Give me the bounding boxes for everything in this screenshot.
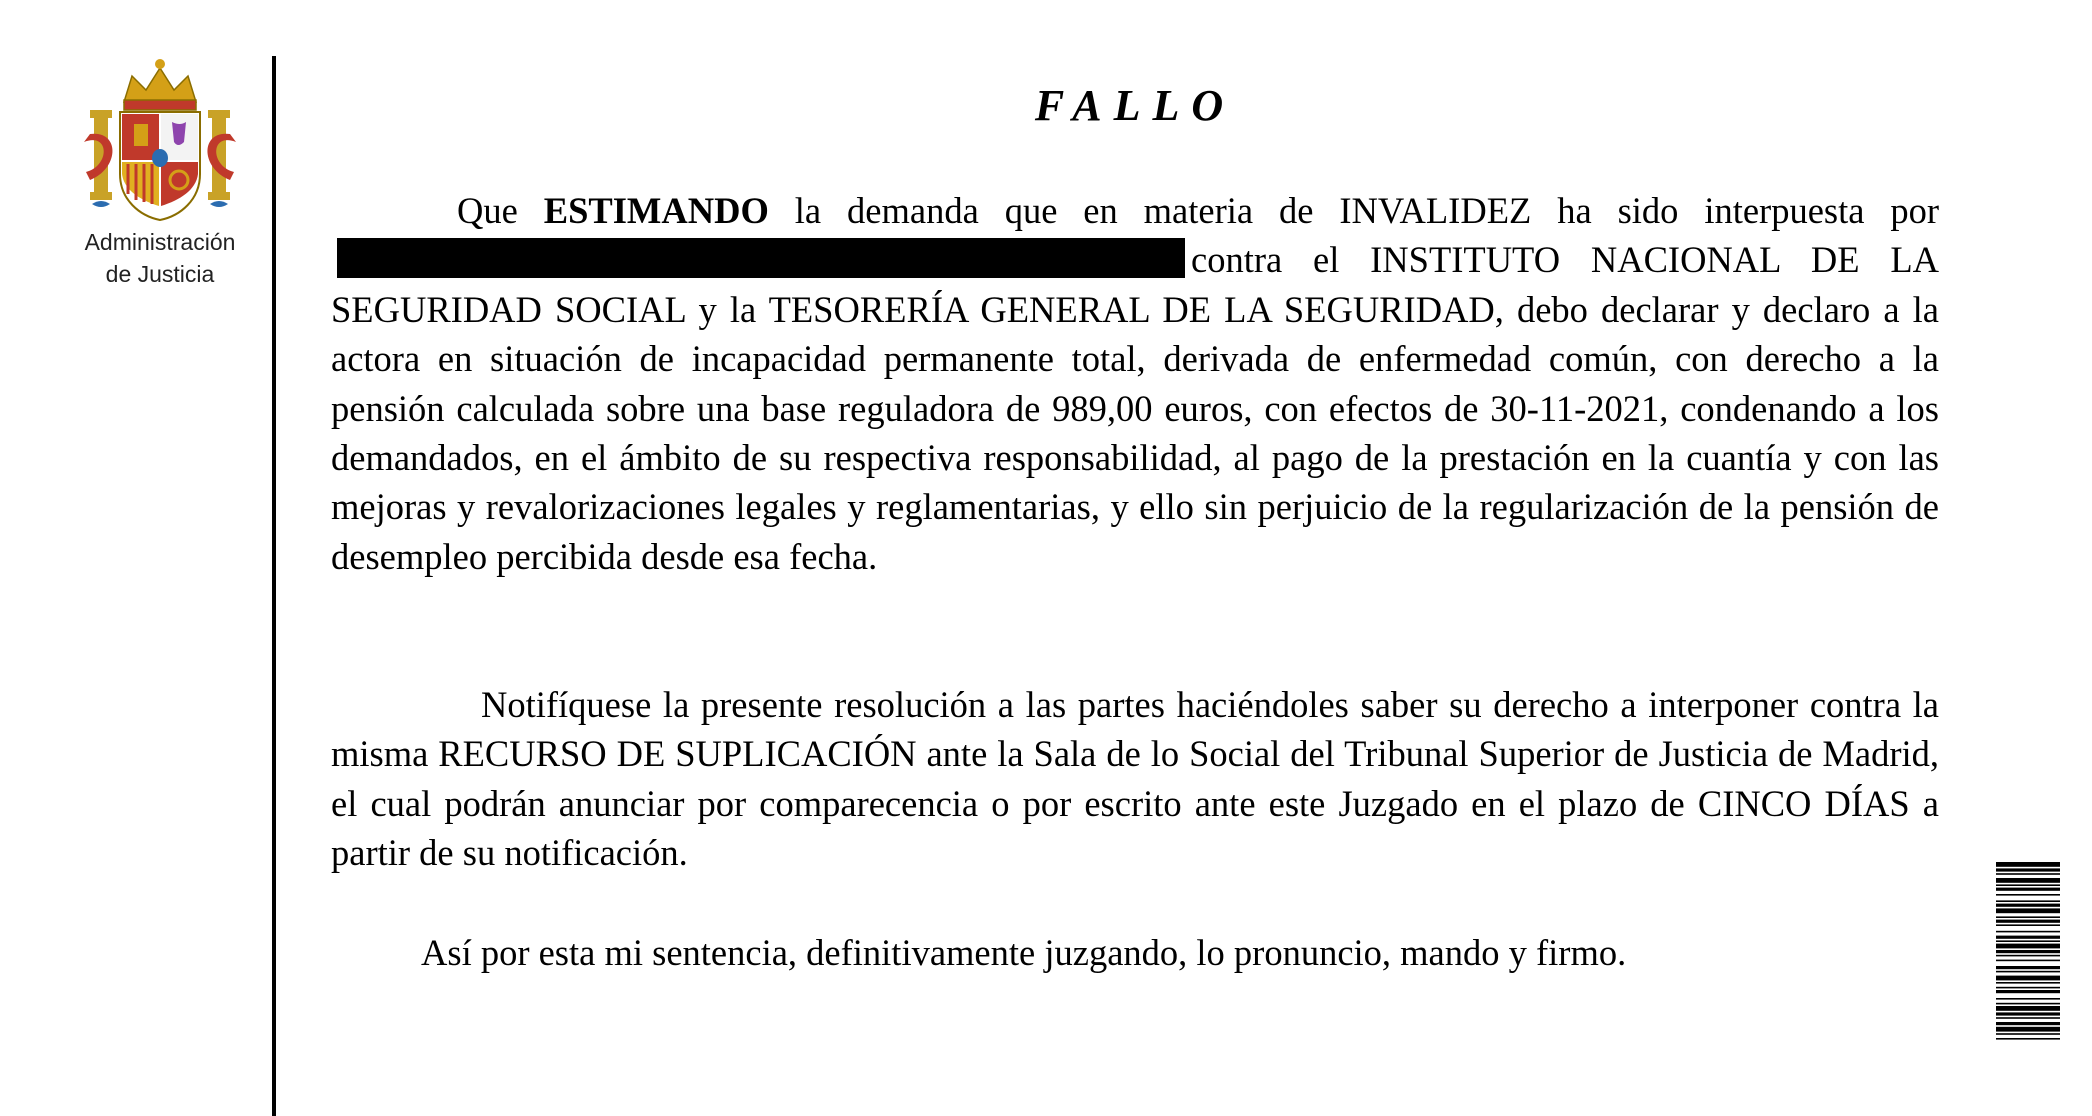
margin-rule <box>272 56 276 1116</box>
bold-term: ESTIMANDO <box>543 190 769 231</box>
notification-paragraph: Notifíquese la presente resolución a las partes haciéndoles saber su derecho a interponer contra la misma RECURSO DE SUPLICACIÓN ante la Sala de lo Social del Tribunal Superior de Justicia de Madrid, el cual podrán anunciar por comparecencia o por escrito ante este Juzgado en el plazo de CINCO DÍAS a partir de su notificación. <box>331 684 1939 874</box>
paragraph-lead: Que <box>457 190 518 231</box>
redaction-block <box>337 238 1185 278</box>
paragraph-text-a: la demanda que en materia de INVALIDEZ ha sido interpuesta por <box>794 190 1940 231</box>
header-logo <box>60 54 260 288</box>
spain-coat-of-arms-icon <box>80 54 240 224</box>
paragraph-text-b: contra el INSTITUTO NACIONAL DE LA SEGURIDAD SOCIAL y la TESORERÍA GENERAL DE LA SEGURIDAD, debo declarar y declaro a la actora en situación de incapacidad permanente total, derivada de enfermedad común, con derecho a la pensión calculada sobre una base reguladora de 989,00 euros, con efectos de 30-11-2021, condenando a los demandados, en el ámbito de su respectiva responsabilidad, al pago de la prestación en la cuantía y con las mejoras y revalorizaciones legales y reglamentarias, y ello sin perjuicio de la regularización de la pensión de desempleo percibida desde esa fecha. <box>331 239 1939 577</box>
closing-paragraph: Así por esta mi sentencia, definitivamente juzgando, lo pronuncio, mando y firmo. <box>421 932 1627 973</box>
page-title: FALLO <box>1034 81 1236 130</box>
barcode-icon <box>1996 862 2060 1116</box>
logo-caption-line2: de Justicia <box>105 261 215 287</box>
ruling-paragraph <box>331 186 1939 581</box>
logo-caption-line1: Administración <box>84 229 236 255</box>
